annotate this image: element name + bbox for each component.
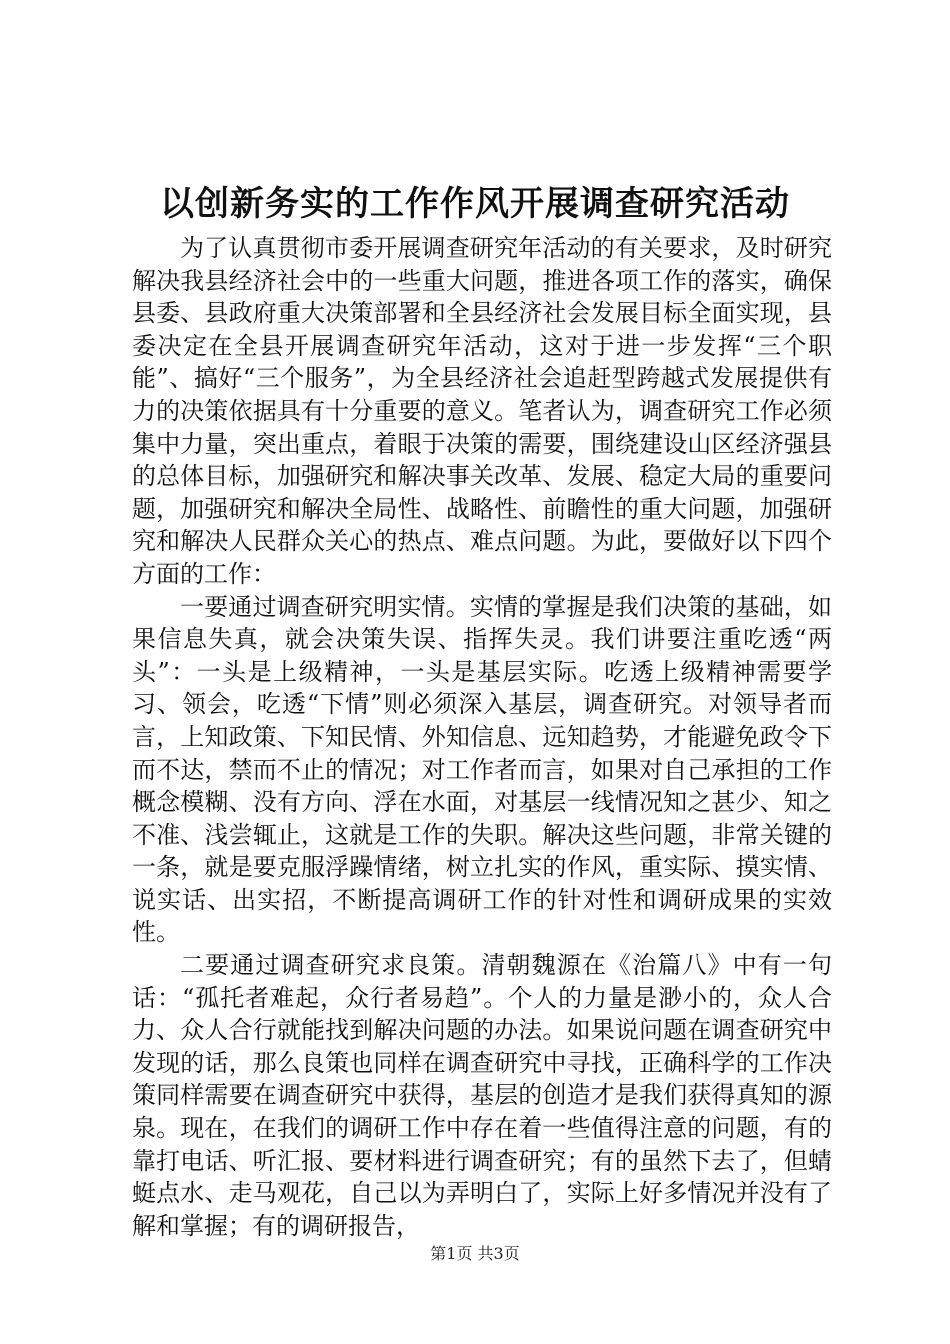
document-body	[132, 232, 832, 1242]
paragraph-section-two: 二要通过调查研究求良策。清朝魏源在《治篇八》中有一句话：“孤托者难起，众行者易趋”。个人的力量是渺小的，众人合力、众人合行就能找到解决问题的办法。如果说问题在调查研究中发现的话，那么良策也同样在调查研究中寻找，正确科学的工作决策同样需要在调查研究中获得，基层的创造才是我们获得真知的源泉。现在，在我们的调研工作中存在着一些值得注意的问题，有的靠打电话、听汇报、要材料进行调查研究；有的虽然下去了，但蜻蜓点水、走马观花，自己以为弄明白了，实际上好多情况并没有了解和掌握；有的调研报告，	[132, 951, 832, 1240]
page-footer: 第1页 共3页	[430, 1244, 520, 1263]
document-title: 以创新务实的工作作风开展调查研究活动	[160, 184, 790, 224]
paragraph-intro: 为了认真贯彻市委开展调查研究年活动的有关要求，及时研究解决我县经济社会中的一些重大问题，推进各项工作的落实，确保县委、县政府重大决策部署和全县经济社会发展目标全面实现，县委决定在全县开展调查研究年活动，这对于进一步发挥“三个职能”、搞好“三个服务”，为全县经济社会追赶型跨越式发展提供有力的决策依据具有十分重要的意义。笔者认为，调查研究工作必须集中力量，突出重点，着眼于决策的需要，围绕建设山区经济强县的总体目标，加强研究和解决事关改革、发展、稳定大局的重要问题，加强研究和解决全局性、战略性、前瞻性的重大问题，加强研究和解决人民群众关心的热点、难点问题。为此，要做好以下四个方面的工作：	[132, 234, 832, 588]
paragraph-section-one: 一要通过调查研究明实情。实情的掌握是我们决策的基础，如果信息失真，就会决策失误、指挥失灵。我们讲要注重吃透“两头”：一头是上级精神，一头是基层实际。吃透上级精神需要学习、领会，吃透“下情”则必须深入基层，调查研究。对领导者而言，上知政策、下知民情、外知信息、远知趋势，才能避免政令下而不达，禁而不止的情况；对工作者而言，如果对自己承担的工作概念模糊、没有方向、浮在水面，对基层一线情况知之甚少、知之不准、浅尝辄止，这就是工作的失职。解决这些问题，非常关键的一条，就是要克服浮躁情绪，树立扎实的作风，重实际、摸实情、说实话、出实招，不断提高调研工作的针对性和调研成果的实效性。	[132, 592, 832, 947]
